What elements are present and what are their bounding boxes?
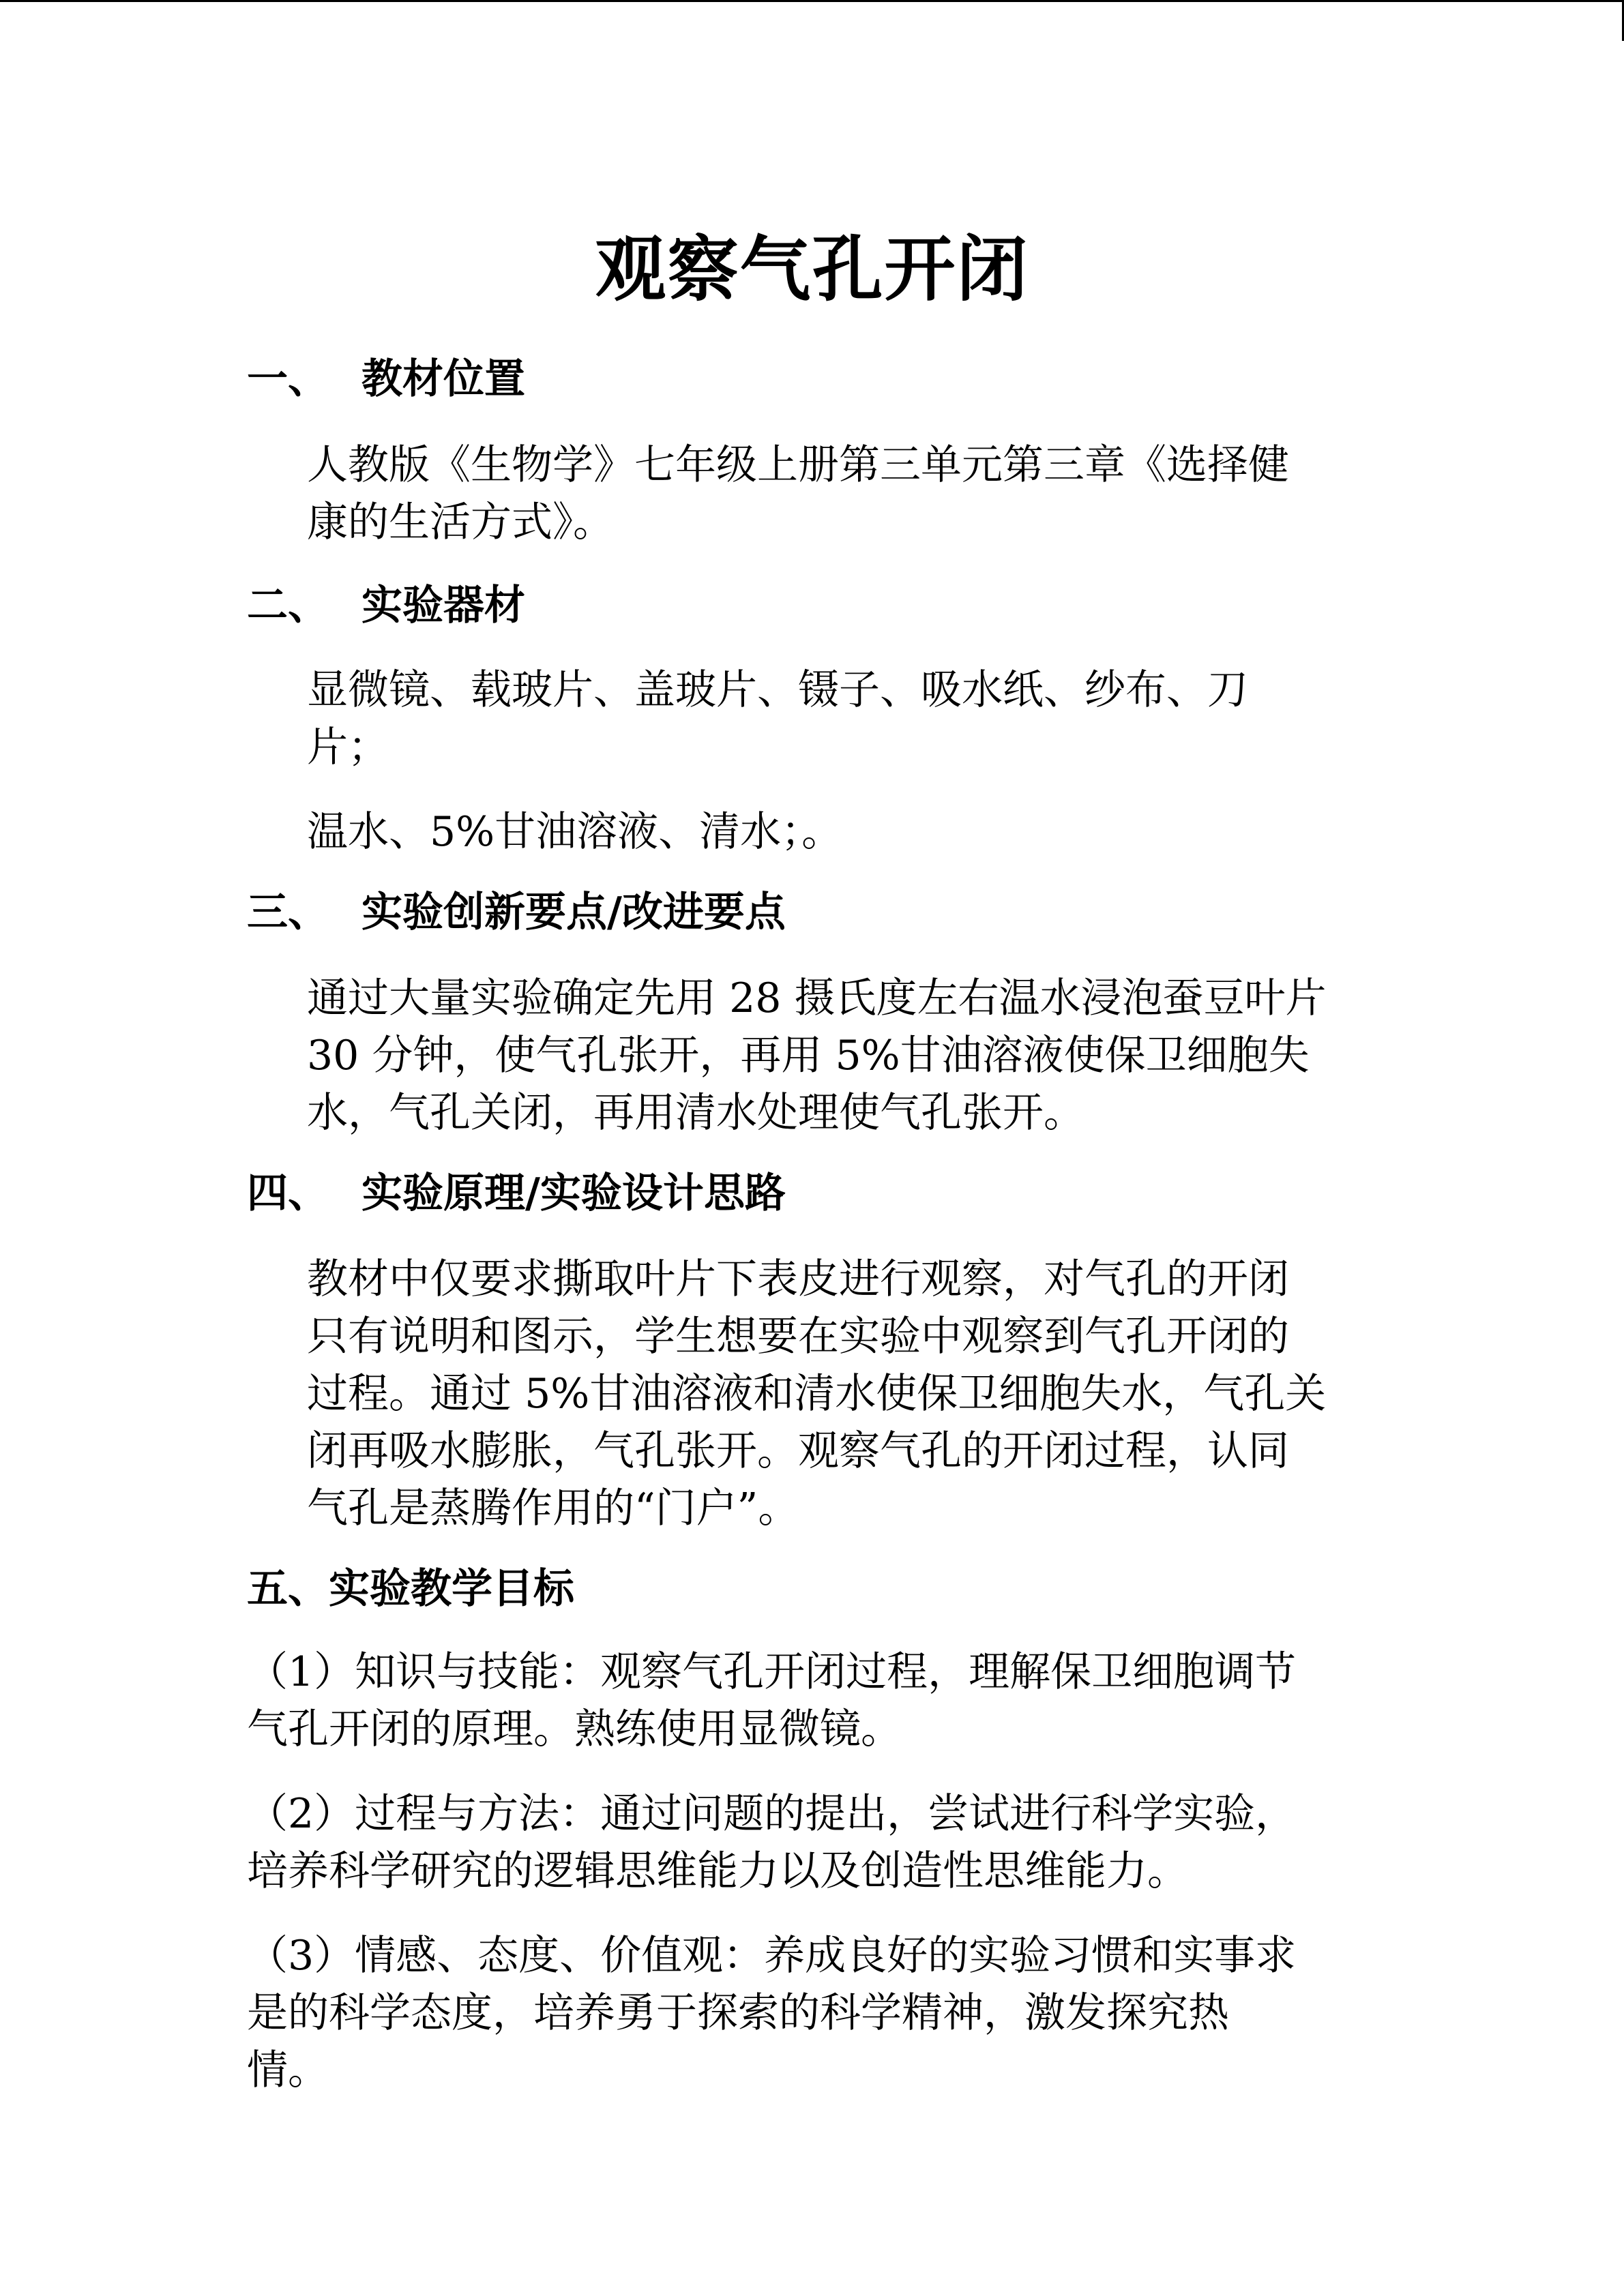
text-line: 是的科学态度，培养勇于探索的科学精神，激发探究热 — [247, 1989, 1229, 2037]
text-line: 30 分钟，使气孔张开，再用 5%甘油溶液使保卫细胞失 — [307, 1032, 1310, 1079]
text-line: 培养科学研究的逻辑思维能力以及创造性思维能力。 — [247, 1847, 1188, 1895]
text-line: 片； — [307, 724, 389, 771]
text-line: 水，气孔关闭，再用清水处理使气孔张开。 — [307, 1089, 1084, 1137]
text-line: 情。 — [247, 2046, 329, 2094]
section-3-heading — [247, 885, 786, 940]
text-line: （3）情感、态度、价值观：养成良好的实验习惯和实事求 — [247, 1932, 1297, 1980]
section-3-title: 实验创新要点/改进要点 — [361, 889, 786, 936]
section-3-number: 三、 — [247, 889, 329, 936]
text-line: （1）知识与技能：观察气孔开闭过程，理解保卫细胞调节 — [247, 1648, 1297, 1696]
text-line: 康的生活方式》。 — [307, 498, 614, 546]
section-2-paragraph-2 — [307, 803, 1385, 861]
text-line: 人教版《生物学》七年级上册第三单元第三章《选择健 — [307, 441, 1289, 489]
section-2-paragraph-1 — [307, 661, 1385, 776]
text-line: 显微镜、载玻片、盖玻片、镊子、吸水纸、纱布、刀 — [307, 666, 1248, 714]
section-5-title: 实验教学目标 — [329, 1565, 574, 1613]
text-line: 气孔是蒸腾作用的“门户”。 — [307, 1485, 799, 1532]
section-1-paragraph-1 — [307, 436, 1385, 551]
top-border-line — [0, 0, 1624, 2]
section-1-heading — [247, 352, 525, 406]
text-line: 过程。通过 5%甘油溶液和清水使保卫细胞失水，气孔关 — [307, 1370, 1327, 1418]
objective-emotion-attitude-values — [247, 1927, 1379, 2099]
text-line: 教材中仅要求撕取叶片下表皮进行观察，对气孔的开闭 — [307, 1255, 1289, 1303]
section-4-title: 实验原理/实验设计思路 — [361, 1169, 786, 1217]
objective-knowledge-skills — [247, 1643, 1379, 1758]
section-1-number: 一、 — [247, 355, 329, 403]
text-line: （2）过程与方法：通过问题的提出，尝试进行科学实验， — [247, 1790, 1297, 1838]
document-title: 观察气孔开闭 — [595, 228, 1029, 311]
section-1-title: 教材位置 — [361, 355, 525, 403]
section-5-heading — [247, 1562, 574, 1616]
section-3-paragraph-1 — [307, 970, 1385, 1142]
section-4-heading — [247, 1166, 786, 1221]
section-2-title: 实验器材 — [361, 582, 525, 629]
text-line: 通过大量实验确定先用 28 摄氏度左右温水浸泡蚕豆叶片 — [307, 974, 1327, 1022]
text-line: 温水、5%甘油溶液、清水；。 — [307, 808, 843, 856]
section-5-number: 五、 — [247, 1565, 329, 1613]
text-line: 气孔开闭的原理。熟练使用显微镜。 — [247, 1705, 902, 1753]
section-2-heading — [247, 578, 525, 633]
text-line: 只有说明和图示，学生想要在实验中观察到气孔开闭的 — [307, 1313, 1289, 1360]
section-4-number: 四、 — [247, 1169, 329, 1217]
text-line: 闭再吸水膨胀，气孔张开。观察气孔的开闭过程，认同 — [307, 1427, 1289, 1475]
section-2-number: 二、 — [247, 582, 329, 629]
objective-process-methods — [247, 1785, 1379, 1900]
section-4-paragraph-1 — [307, 1251, 1385, 1537]
